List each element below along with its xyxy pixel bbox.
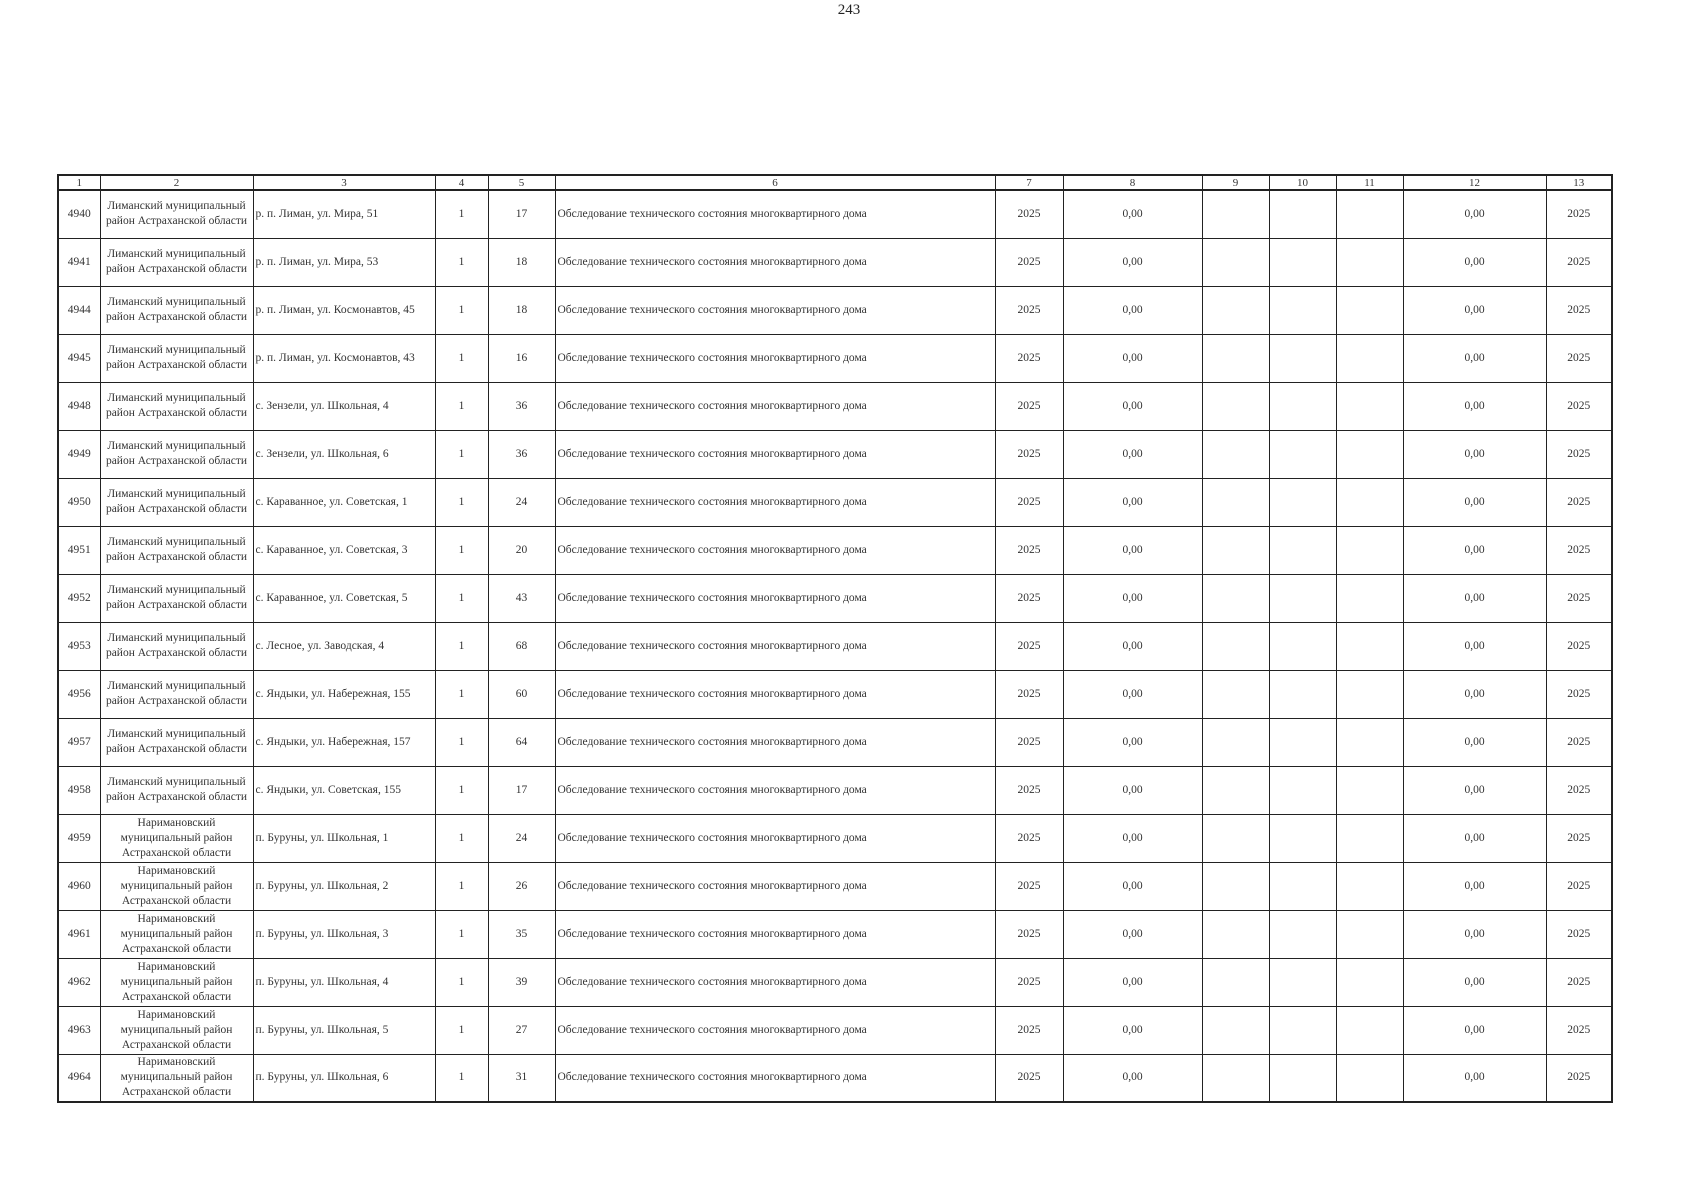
column-header: 9	[1202, 175, 1269, 190]
table-row	[58, 1054, 1612, 1102]
row-number: 4949	[58, 430, 100, 478]
district-cell: Лиманский муниципальный район Астраханской области	[100, 574, 253, 622]
cost-cell: 0,00	[1063, 430, 1202, 478]
address-cell: п. Буруны, ул. Школьная, 2	[253, 862, 435, 910]
year-cell: 2025	[995, 478, 1063, 526]
count-cell: 1	[435, 526, 488, 574]
count-cell: 1	[435, 718, 488, 766]
column-9-cell	[1202, 190, 1269, 238]
count-cell: 1	[435, 190, 488, 238]
total-cell: 0,00	[1403, 1006, 1546, 1054]
column-9-cell	[1202, 622, 1269, 670]
address-cell: п. Буруны, ул. Школьная, 5	[253, 1006, 435, 1054]
column-11-cell	[1336, 766, 1403, 814]
cost-cell: 0,00	[1063, 670, 1202, 718]
column-9-cell	[1202, 574, 1269, 622]
column-10-cell	[1269, 670, 1336, 718]
end-year-cell: 2025	[1546, 1054, 1612, 1102]
end-year-cell: 2025	[1546, 670, 1612, 718]
column-9-cell	[1202, 766, 1269, 814]
year-cell: 2025	[995, 862, 1063, 910]
total-cell: 0,00	[1403, 478, 1546, 526]
column-9-cell	[1202, 718, 1269, 766]
district-cell: Лиманский муниципальный район Астраханской области	[100, 430, 253, 478]
count-cell: 1	[435, 958, 488, 1006]
work-type-cell: Обследование технического состояния многоквартирного дома	[555, 1006, 995, 1054]
table-row	[58, 670, 1612, 718]
column-number-row	[58, 175, 1612, 190]
column-9-cell	[1202, 478, 1269, 526]
work-type-cell: Обследование технического состояния многоквартирного дома	[555, 718, 995, 766]
work-type-cell: Обследование технического состояния многоквартирного дома	[555, 670, 995, 718]
column-10-cell	[1269, 238, 1336, 286]
column-header: 6	[555, 175, 995, 190]
apartments-cell: 20	[488, 526, 555, 574]
row-number: 4964	[58, 1054, 100, 1102]
cost-cell: 0,00	[1063, 1006, 1202, 1054]
year-cell: 2025	[995, 766, 1063, 814]
table-row	[58, 718, 1612, 766]
total-cell: 0,00	[1403, 574, 1546, 622]
cost-cell: 0,00	[1063, 382, 1202, 430]
apartments-cell: 18	[488, 238, 555, 286]
address-cell: п. Буруны, ул. Школьная, 6	[253, 1054, 435, 1102]
count-cell: 1	[435, 334, 488, 382]
table-row	[58, 190, 1612, 238]
apartments-cell: 24	[488, 478, 555, 526]
end-year-cell: 2025	[1546, 574, 1612, 622]
column-11-cell	[1336, 190, 1403, 238]
end-year-cell: 2025	[1546, 622, 1612, 670]
table-row	[58, 238, 1612, 286]
row-number: 4961	[58, 910, 100, 958]
total-cell: 0,00	[1403, 334, 1546, 382]
apartments-cell: 64	[488, 718, 555, 766]
total-cell: 0,00	[1403, 718, 1546, 766]
column-header: 13	[1546, 175, 1612, 190]
row-number: 4959	[58, 814, 100, 862]
column-11-cell	[1336, 430, 1403, 478]
row-number: 4960	[58, 862, 100, 910]
column-header: 7	[995, 175, 1063, 190]
row-number: 4962	[58, 958, 100, 1006]
count-cell: 1	[435, 670, 488, 718]
column-9-cell	[1202, 430, 1269, 478]
column-9-cell	[1202, 526, 1269, 574]
row-number: 4957	[58, 718, 100, 766]
apartments-cell: 24	[488, 814, 555, 862]
count-cell: 1	[435, 910, 488, 958]
row-number: 4951	[58, 526, 100, 574]
column-11-cell	[1336, 958, 1403, 1006]
cost-cell: 0,00	[1063, 910, 1202, 958]
total-cell: 0,00	[1403, 430, 1546, 478]
column-10-cell	[1269, 382, 1336, 430]
cost-cell: 0,00	[1063, 478, 1202, 526]
district-cell: Наримановский муниципальный район Астраханской области	[100, 862, 253, 910]
count-cell: 1	[435, 814, 488, 862]
work-type-cell: Обследование технического состояния многоквартирного дома	[555, 382, 995, 430]
end-year-cell: 2025	[1546, 478, 1612, 526]
row-number: 4948	[58, 382, 100, 430]
apartments-cell: 60	[488, 670, 555, 718]
cost-cell: 0,00	[1063, 334, 1202, 382]
column-header: 12	[1403, 175, 1546, 190]
column-10-cell	[1269, 190, 1336, 238]
column-10-cell	[1269, 910, 1336, 958]
end-year-cell: 2025	[1546, 526, 1612, 574]
column-10-cell	[1269, 862, 1336, 910]
column-11-cell	[1336, 622, 1403, 670]
cost-cell: 0,00	[1063, 526, 1202, 574]
table-row	[58, 286, 1612, 334]
total-cell: 0,00	[1403, 286, 1546, 334]
column-11-cell	[1336, 718, 1403, 766]
end-year-cell: 2025	[1546, 910, 1612, 958]
row-number: 4941	[58, 238, 100, 286]
cost-cell: 0,00	[1063, 958, 1202, 1006]
cost-cell: 0,00	[1063, 862, 1202, 910]
column-9-cell	[1202, 1054, 1269, 1102]
column-9-cell	[1202, 238, 1269, 286]
column-header: 2	[100, 175, 253, 190]
column-header: 1	[58, 175, 100, 190]
year-cell: 2025	[995, 718, 1063, 766]
table-row	[58, 958, 1612, 1006]
address-cell: с. Лесное, ул. Заводская, 4	[253, 622, 435, 670]
address-cell: с. Караванное, ул. Советская, 1	[253, 478, 435, 526]
address-cell: п. Буруны, ул. Школьная, 4	[253, 958, 435, 1006]
district-cell: Лиманский муниципальный район Астраханской области	[100, 238, 253, 286]
apartments-cell: 36	[488, 382, 555, 430]
district-cell: Наримановский муниципальный район Астраханской области	[100, 910, 253, 958]
total-cell: 0,00	[1403, 382, 1546, 430]
cost-cell: 0,00	[1063, 574, 1202, 622]
work-type-cell: Обследование технического состояния многоквартирного дома	[555, 1054, 995, 1102]
total-cell: 0,00	[1403, 190, 1546, 238]
apartments-cell: 36	[488, 430, 555, 478]
table-body	[58, 190, 1612, 1102]
address-cell: п. Буруны, ул. Школьная, 1	[253, 814, 435, 862]
column-header: 10	[1269, 175, 1336, 190]
column-header: 4	[435, 175, 488, 190]
district-cell: Наримановский муниципальный район Астраханской области	[100, 1006, 253, 1054]
column-10-cell	[1269, 334, 1336, 382]
column-10-cell	[1269, 478, 1336, 526]
work-type-cell: Обследование технического состояния многоквартирного дома	[555, 814, 995, 862]
cost-cell: 0,00	[1063, 814, 1202, 862]
district-cell: Лиманский муниципальный район Астраханской области	[100, 478, 253, 526]
district-cell: Лиманский муниципальный район Астраханской области	[100, 286, 253, 334]
column-9-cell	[1202, 814, 1269, 862]
column-9-cell	[1202, 286, 1269, 334]
year-cell: 2025	[995, 814, 1063, 862]
year-cell: 2025	[995, 526, 1063, 574]
column-11-cell	[1336, 382, 1403, 430]
page-number: 243	[837, 2, 861, 18]
work-type-cell: Обследование технического состояния многоквартирного дома	[555, 622, 995, 670]
table-row	[58, 334, 1612, 382]
table-row	[58, 814, 1612, 862]
district-cell: Лиманский муниципальный район Астраханской области	[100, 334, 253, 382]
count-cell: 1	[435, 574, 488, 622]
work-type-cell: Обследование технического состояния многоквартирного дома	[555, 526, 995, 574]
end-year-cell: 2025	[1546, 814, 1612, 862]
row-number: 4944	[58, 286, 100, 334]
year-cell: 2025	[995, 1006, 1063, 1054]
district-cell: Наримановский муниципальный район Астраханской области	[100, 958, 253, 1006]
address-cell: с. Караванное, ул. Советская, 5	[253, 574, 435, 622]
column-9-cell	[1202, 1006, 1269, 1054]
count-cell: 1	[435, 766, 488, 814]
address-cell: с. Яндыки, ул. Набережная, 157	[253, 718, 435, 766]
column-11-cell	[1336, 862, 1403, 910]
column-10-cell	[1269, 766, 1336, 814]
address-cell: с. Караванное, ул. Советская, 3	[253, 526, 435, 574]
address-cell: р. п. Лиман, ул. Космонавтов, 45	[253, 286, 435, 334]
end-year-cell: 2025	[1546, 430, 1612, 478]
table-row	[58, 910, 1612, 958]
end-year-cell: 2025	[1546, 286, 1612, 334]
total-cell: 0,00	[1403, 910, 1546, 958]
count-cell: 1	[435, 1054, 488, 1102]
work-type-cell: Обследование технического состояния многоквартирного дома	[555, 910, 995, 958]
count-cell: 1	[435, 478, 488, 526]
row-number: 4940	[58, 190, 100, 238]
year-cell: 2025	[995, 958, 1063, 1006]
column-11-cell	[1336, 286, 1403, 334]
address-cell: р. п. Лиман, ул. Космонавтов, 43	[253, 334, 435, 382]
work-type-cell: Обследование технического состояния многоквартирного дома	[555, 430, 995, 478]
year-cell: 2025	[995, 910, 1063, 958]
column-10-cell	[1269, 718, 1336, 766]
end-year-cell: 2025	[1546, 1006, 1612, 1054]
year-cell: 2025	[995, 670, 1063, 718]
work-type-cell: Обследование технического состояния многоквартирного дома	[555, 190, 995, 238]
count-cell: 1	[435, 286, 488, 334]
cost-cell: 0,00	[1063, 190, 1202, 238]
apartments-cell: 31	[488, 1054, 555, 1102]
row-number: 4958	[58, 766, 100, 814]
column-10-cell	[1269, 814, 1336, 862]
count-cell: 1	[435, 622, 488, 670]
column-11-cell	[1336, 814, 1403, 862]
table-row	[58, 1006, 1612, 1054]
column-9-cell	[1202, 862, 1269, 910]
address-cell: р. п. Лиман, ул. Мира, 53	[253, 238, 435, 286]
row-number: 4952	[58, 574, 100, 622]
year-cell: 2025	[995, 382, 1063, 430]
row-number: 4963	[58, 1006, 100, 1054]
total-cell: 0,00	[1403, 238, 1546, 286]
work-type-cell: Обследование технического состояния многоквартирного дома	[555, 574, 995, 622]
column-10-cell	[1269, 1006, 1336, 1054]
column-header: 11	[1336, 175, 1403, 190]
address-cell: с. Зензели, ул. Школьная, 4	[253, 382, 435, 430]
address-cell: р. п. Лиман, ул. Мира, 51	[253, 190, 435, 238]
count-cell: 1	[435, 382, 488, 430]
count-cell: 1	[435, 238, 488, 286]
column-11-cell	[1336, 910, 1403, 958]
work-type-cell: Обследование технического состояния многоквартирного дома	[555, 286, 995, 334]
apartments-cell: 27	[488, 1006, 555, 1054]
apartments-cell: 18	[488, 286, 555, 334]
work-type-cell: Обследование технического состояния многоквартирного дома	[555, 478, 995, 526]
column-header: 8	[1063, 175, 1202, 190]
district-cell: Лиманский муниципальный район Астраханской области	[100, 526, 253, 574]
year-cell: 2025	[995, 574, 1063, 622]
apartments-cell: 26	[488, 862, 555, 910]
end-year-cell: 2025	[1546, 382, 1612, 430]
year-cell: 2025	[995, 190, 1063, 238]
registry-table	[57, 174, 1613, 1103]
cost-cell: 0,00	[1063, 286, 1202, 334]
apartments-cell: 17	[488, 190, 555, 238]
work-type-cell: Обследование технического состояния многоквартирного дома	[555, 334, 995, 382]
address-cell: с. Яндыки, ул. Набережная, 155	[253, 670, 435, 718]
table-row	[58, 382, 1612, 430]
total-cell: 0,00	[1403, 526, 1546, 574]
work-type-cell: Обследование технического состояния многоквартирного дома	[555, 766, 995, 814]
column-10-cell	[1269, 574, 1336, 622]
column-10-cell	[1269, 1054, 1336, 1102]
year-cell: 2025	[995, 1054, 1063, 1102]
column-11-cell	[1336, 334, 1403, 382]
table-row	[58, 478, 1612, 526]
cost-cell: 0,00	[1063, 718, 1202, 766]
cost-cell: 0,00	[1063, 766, 1202, 814]
count-cell: 1	[435, 1006, 488, 1054]
apartments-cell: 17	[488, 766, 555, 814]
year-cell: 2025	[995, 430, 1063, 478]
apartments-cell: 35	[488, 910, 555, 958]
year-cell: 2025	[995, 286, 1063, 334]
address-cell: п. Буруны, ул. Школьная, 3	[253, 910, 435, 958]
cost-cell: 0,00	[1063, 1054, 1202, 1102]
work-type-cell: Обследование технического состояния многоквартирного дома	[555, 862, 995, 910]
total-cell: 0,00	[1403, 622, 1546, 670]
column-11-cell	[1336, 1054, 1403, 1102]
work-type-cell: Обследование технического состояния многоквартирного дома	[555, 238, 995, 286]
column-10-cell	[1269, 958, 1336, 1006]
total-cell: 0,00	[1403, 670, 1546, 718]
end-year-cell: 2025	[1546, 958, 1612, 1006]
cost-cell: 0,00	[1063, 622, 1202, 670]
row-number: 4950	[58, 478, 100, 526]
work-type-cell: Обследование технического состояния многоквартирного дома	[555, 958, 995, 1006]
total-cell: 0,00	[1403, 1054, 1546, 1102]
table-row	[58, 622, 1612, 670]
apartments-cell: 68	[488, 622, 555, 670]
year-cell: 2025	[995, 334, 1063, 382]
district-cell: Наримановский муниципальный район Астраханской области	[100, 1054, 253, 1102]
end-year-cell: 2025	[1546, 862, 1612, 910]
cost-cell: 0,00	[1063, 238, 1202, 286]
table-row	[58, 430, 1612, 478]
table-row	[58, 574, 1612, 622]
apartments-cell: 43	[488, 574, 555, 622]
district-cell: Наримановский муниципальный район Астраханской области	[100, 814, 253, 862]
column-header: 3	[253, 175, 435, 190]
district-cell: Лиманский муниципальный район Астраханской области	[100, 622, 253, 670]
column-11-cell	[1336, 574, 1403, 622]
end-year-cell: 2025	[1546, 334, 1612, 382]
row-number: 4953	[58, 622, 100, 670]
apartments-cell: 16	[488, 334, 555, 382]
district-cell: Лиманский муниципальный район Астраханской области	[100, 766, 253, 814]
row-number: 4945	[58, 334, 100, 382]
total-cell: 0,00	[1403, 766, 1546, 814]
column-10-cell	[1269, 430, 1336, 478]
district-cell: Лиманский муниципальный район Астраханской области	[100, 382, 253, 430]
district-cell: Лиманский муниципальный район Астраханской области	[100, 670, 253, 718]
table-row	[58, 526, 1612, 574]
table-row	[58, 766, 1612, 814]
column-11-cell	[1336, 526, 1403, 574]
year-cell: 2025	[995, 622, 1063, 670]
column-11-cell	[1336, 478, 1403, 526]
table-row	[58, 862, 1612, 910]
column-11-cell	[1336, 1006, 1403, 1054]
address-cell: с. Зензели, ул. Школьная, 6	[253, 430, 435, 478]
end-year-cell: 2025	[1546, 718, 1612, 766]
count-cell: 1	[435, 862, 488, 910]
column-9-cell	[1202, 334, 1269, 382]
column-11-cell	[1336, 670, 1403, 718]
column-11-cell	[1336, 238, 1403, 286]
end-year-cell: 2025	[1546, 190, 1612, 238]
total-cell: 0,00	[1403, 814, 1546, 862]
year-cell: 2025	[995, 238, 1063, 286]
apartments-cell: 39	[488, 958, 555, 1006]
district-cell: Лиманский муниципальный район Астраханской области	[100, 718, 253, 766]
end-year-cell: 2025	[1546, 238, 1612, 286]
end-year-cell: 2025	[1546, 766, 1612, 814]
column-10-cell	[1269, 622, 1336, 670]
address-cell: с. Яндыки, ул. Советская, 155	[253, 766, 435, 814]
total-cell: 0,00	[1403, 958, 1546, 1006]
district-cell: Лиманский муниципальный район Астраханской области	[100, 190, 253, 238]
row-number: 4956	[58, 670, 100, 718]
column-header: 5	[488, 175, 555, 190]
column-10-cell	[1269, 526, 1336, 574]
column-9-cell	[1202, 910, 1269, 958]
column-9-cell	[1202, 958, 1269, 1006]
column-9-cell	[1202, 382, 1269, 430]
total-cell: 0,00	[1403, 862, 1546, 910]
column-9-cell	[1202, 670, 1269, 718]
column-10-cell	[1269, 286, 1336, 334]
count-cell: 1	[435, 430, 488, 478]
